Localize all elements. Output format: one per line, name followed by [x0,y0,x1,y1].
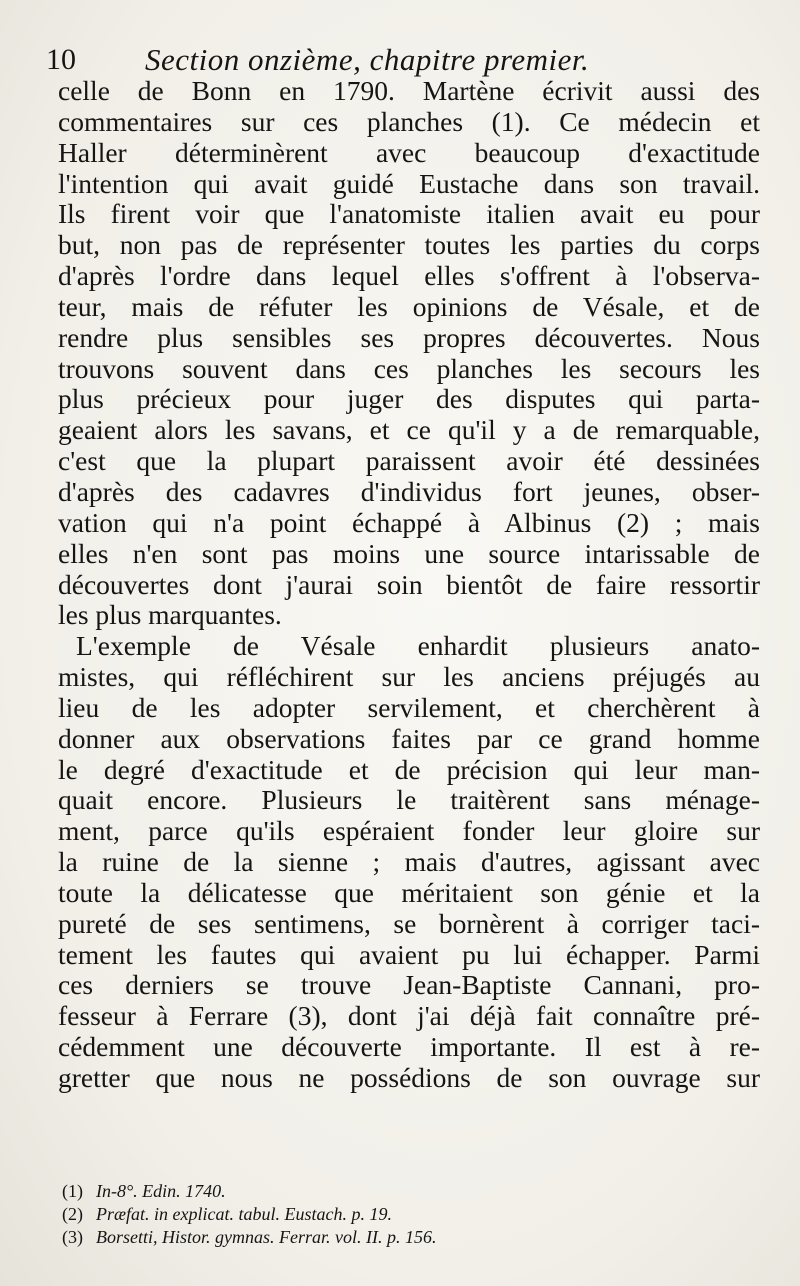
footnote-text: Borsetti, Histor. gymnas. Ferrar. vol. II. p. 156. [96,1227,437,1247]
text-line: fesseur à Ferrare (3), dont j'ai déjà fait connaître pré- [58,1001,760,1032]
body-text [58,76,760,1094]
text-line: découvertes dont j'aurai soin bientôt de faire ressortir [58,569,760,600]
text-line: les plus marquantes. [58,600,282,631]
text-line: cédemment une découverte importante. Il est à re- [58,1032,760,1063]
text-line: d'après l'ordre dans lequel elles s'offrent à l'observa- [58,261,760,292]
footnote [62,1226,682,1249]
text-line: plus précieux pour juger des disputes qui parta- [58,384,760,415]
footnote-number: (2) [62,1204,83,1224]
text-line: Haller déterminèrent avec beaucoup d'exactitude [58,137,760,168]
text-line: toute la délicatesse que méritaient son génie et la [58,877,760,908]
text-line: trouvons souvent dans ces planches les secours les [58,353,760,384]
text-line: c'est que la plupart paraissent avoir été dessinées [58,446,760,477]
text-line: rendre plus sensibles ses propres découvertes. Nous [58,322,760,353]
footnote-text: In-8°. Edin. 1740. [96,1181,226,1201]
text-line: Ils firent voir que l'anatomiste italien avait eu pour [58,199,760,230]
footnote-text: Præfat. in explicat. tabul. Eustach. p. 19. [96,1204,392,1224]
footnote-number: (1) [62,1181,83,1201]
text-line: quait encore. Plusieurs le traitèrent sans ménage- [58,785,760,816]
footnote-number: (3) [62,1227,83,1247]
page-header [40,40,760,80]
text-line: celle de Bonn en 1790. Martène écrivit aussi des [58,76,760,106]
text-line: lieu de les adopter servilement, et cherchèrent à [58,692,760,723]
text-line: elles n'en sont pas moins une source intarissable de [58,538,760,569]
text-line: commentaires sur ces planches (1). Ce médecin et [58,106,760,137]
text-line: ces derniers se trouve Jean-Baptiste Cannani, pro- [58,970,760,1001]
text-line: pureté de ses sentimens, se bornèrent à corriger taci- [58,908,760,939]
footnotes [62,1180,682,1249]
text-line: l'intention qui avait guidé Eustache dans son travail. [58,168,760,199]
text-line: geaient alors les savans, et ce qu'il y a de remarquable, [58,415,760,446]
footnote [62,1203,682,1226]
text-line: tement les fautes qui avaient pu lui échapper. Parmi [58,939,760,970]
text-line: le degré d'exactitude et de précision qui leur man- [58,754,760,785]
text-line: donner aux observations faites par ce grand homme [58,723,760,754]
text-line: mistes, qui réfléchirent sur les anciens préjugés au [58,662,760,693]
text-line: vation qui n'a point échappé à Albinus (2) ; mais [58,507,760,538]
text-line: la ruine de la sienne ; mais d'autres, agissant avec [58,847,760,878]
text-line: d'après des cadavres d'individus fort jeunes, obser- [58,476,760,507]
text-line: gretter que nous ne possédions de son ouvrage sur [58,1063,760,1093]
text-line: ment, parce qu'ils espéraient fonder leur gloire sur [58,816,760,847]
running-title: Section onzième, chapitre premier. [145,42,590,77]
page-number: 10 [46,43,76,76]
text-line: but, non pas de représenter toutes les parties du corps [58,230,760,261]
text-line: L'exemple de Vésale enhardit plusieurs anato- [76,631,760,662]
footnote [62,1180,682,1203]
text-line: teur, mais de réfuter les opinions de Vésale, et de [58,291,760,322]
